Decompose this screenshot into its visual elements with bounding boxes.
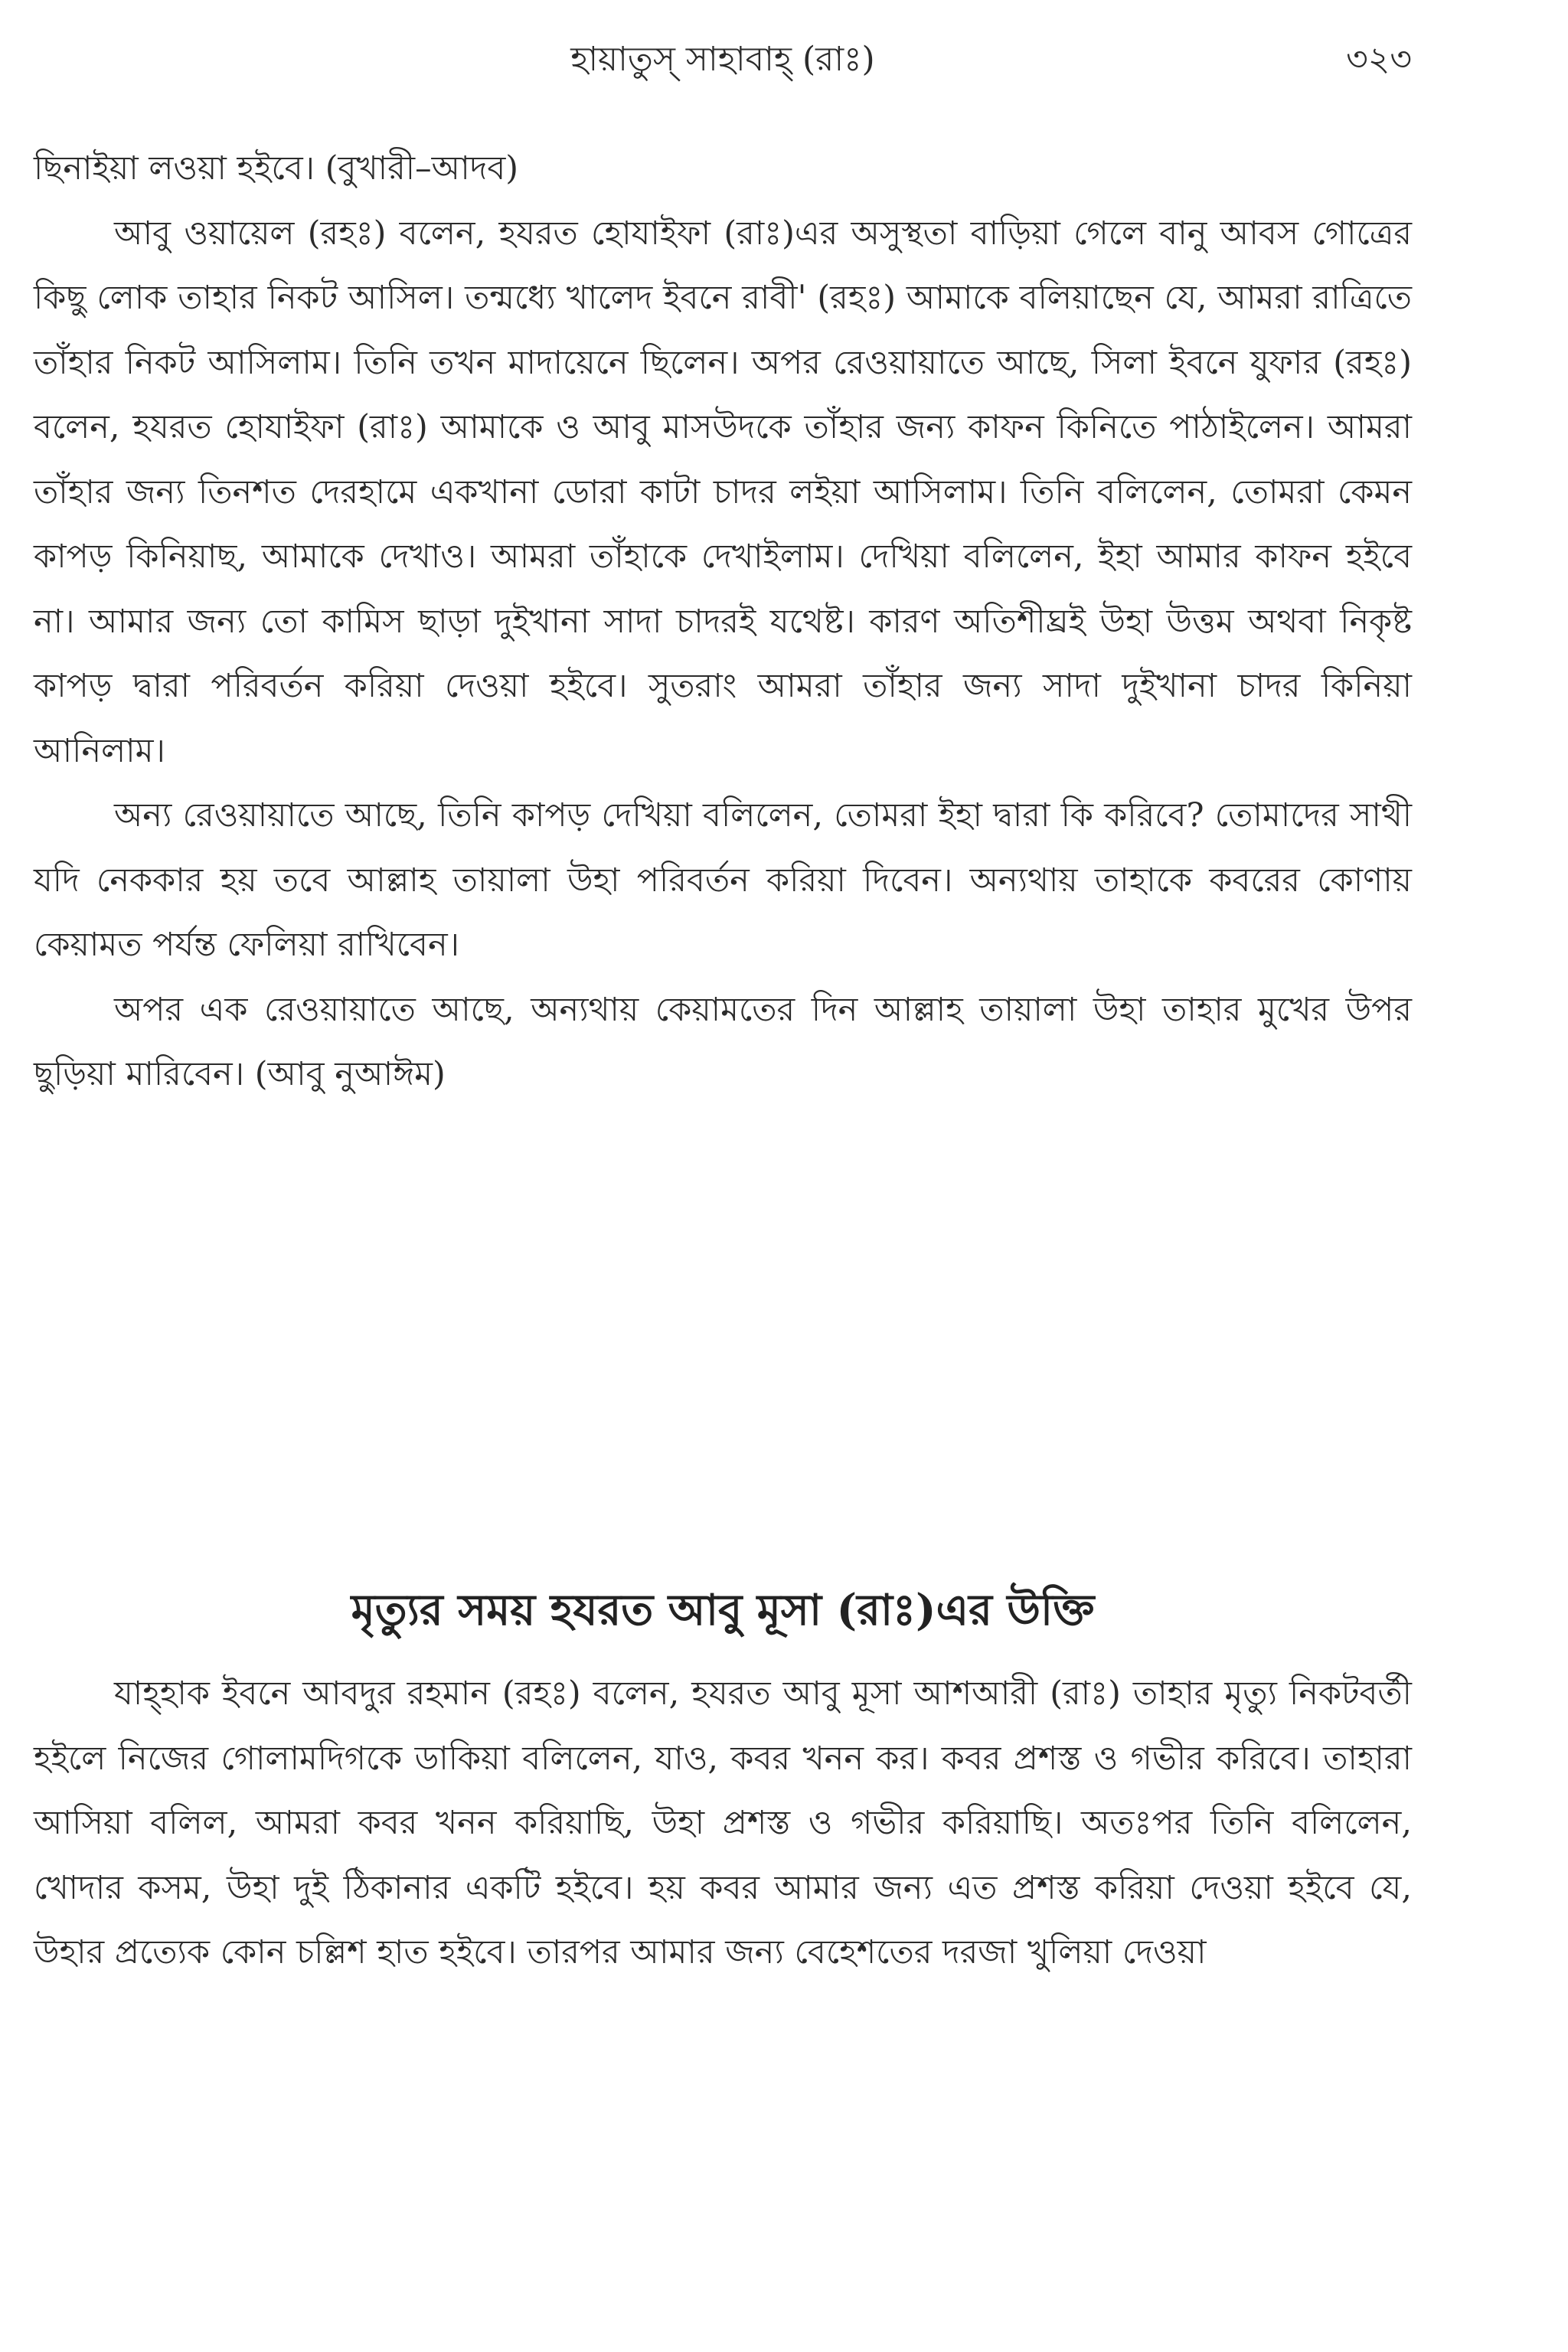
paragraph-abu-musa: যাহ্হাক ইবনে আবদুর রহমান (রহঃ) বলেন, হযরত আবু মূসা আশআরী (রাঃ) তাহার মৃত্যু নিকটবর্তী হইলে নিজের গোলামদিগকে ডাকিয়া বলিলেন, যাও, কবর খনন কর। কবর প্রশস্ত ও গভীর করিবে। তাহারা আসিয়া বলিল, আমরা কবর খনন করিয়াছি, উহা প্রশস্ত ও গভীর করিয়াছি। অতঃপর তিনি বলিলেন, খোদার কসম, উহা দুই ঠিকানার একটি হইবে। হয় কবর আমার জন্য এত প্রশস্ত করিয়া দেওয়া হইবে যে, উহার প্রত্যেক কোন চল্লিশ হাত হইবে। তারপর আমার জন্য বেহেশতের দরজা খুলিয়া দেওয়া (34, 1674, 1412, 1971)
page-number: ৩২৩ (1346, 40, 1412, 79)
paragraph-abu-nuaim: অপর এক রেওয়ায়াতে আছে, অন্যথায় কেয়ামতের দিন আল্লাহ তায়ালা উহা তাহার মুখের উপর ছুড়িয়া মারিবেন। (আবু নুআঈম) (34, 990, 1412, 1093)
paragraph-hudhayfa-shroud: আবু ওয়ায়েল (রহঃ) বলেন, হযরত হোযাইফা (রাঃ)এর অসুস্থতা বাড়িয়া গেলে বানু আবস গোত্রের কিছু লোক তাহার নিকট আসিল। তন্মধ্যে খালেদ ইবনে রাবী' (রহঃ) আমাকে বলিয়াছেন যে, আমরা রাত্রিতে তাঁহার নিকট আসিলাম। তিনি তখন মাদায়েনে ছিলেন। অপর রেওয়ায়াতে আছে, সিলা ইবনে যুফার (রহঃ) বলেন, হযরত হোযাইফা (রাঃ) আমাকে ও আবু মাসউদকে তাঁহার জন্য কাফন কিনিতে পাঠাইলেন। আমরা তাঁহার জন্য তিনশত দেরহামে একখানা ডোরা কাটা চাদর লইয়া আসিলাম। তিনি বলিলেন, তোমরা কেমন কাপড় কিনিয়াছ, আমাকে দেখাও। আমরা তাঁহাকে দেখাইলাম। দেখিয়া বলিলেন, ইহা আমার কাফন হইবে না। আমার জন্য তো কামিস ছাড়া দুইখানা সাদা চাদরই যথেষ্ট। কারণ অতিশীঘ্রই উহা উত্তম অথবা নিকৃষ্ট কাপড় দ্বারা পরিবর্তন করিয়া দেওয়া হইবে। সুতরাং আমরা তাঁহার জন্য সাদা দুইখানা চাদর কিনিয়া আনিলাম। (34, 214, 1412, 770)
section-heading: মৃত্যুর সময় হযরত আবু মূসা (রাঃ)এর উক্তি (351, 1585, 1095, 1635)
running-header (34, 29, 1412, 90)
section-body-text (34, 1661, 1412, 1985)
paragraph-continuation: ছিনাইয়া লওয়া হইবে। (বুখারী–আদব) (34, 149, 519, 188)
paragraph-another-narration: অন্য রেওয়ায়াতে আছে, তিনি কাপড় দেখিয়া বলিলেন, তোমরা ইহা দ্বারা কি করিবে? তোমাদের সাথী যদি নেককার হয় তবে আল্লাহ তায়ালা উহা পরিবর্তন করিয়া দিবেন। অন্যথায় তাহাকে কবরের কোণায় কেয়ামত পর্যন্ত ফেলিয়া রাখিবেন। (34, 796, 1412, 964)
body-text (34, 136, 1412, 1107)
running-title: হায়াতুস্ সাহাবাহ্ (রাঃ) (570, 40, 875, 79)
